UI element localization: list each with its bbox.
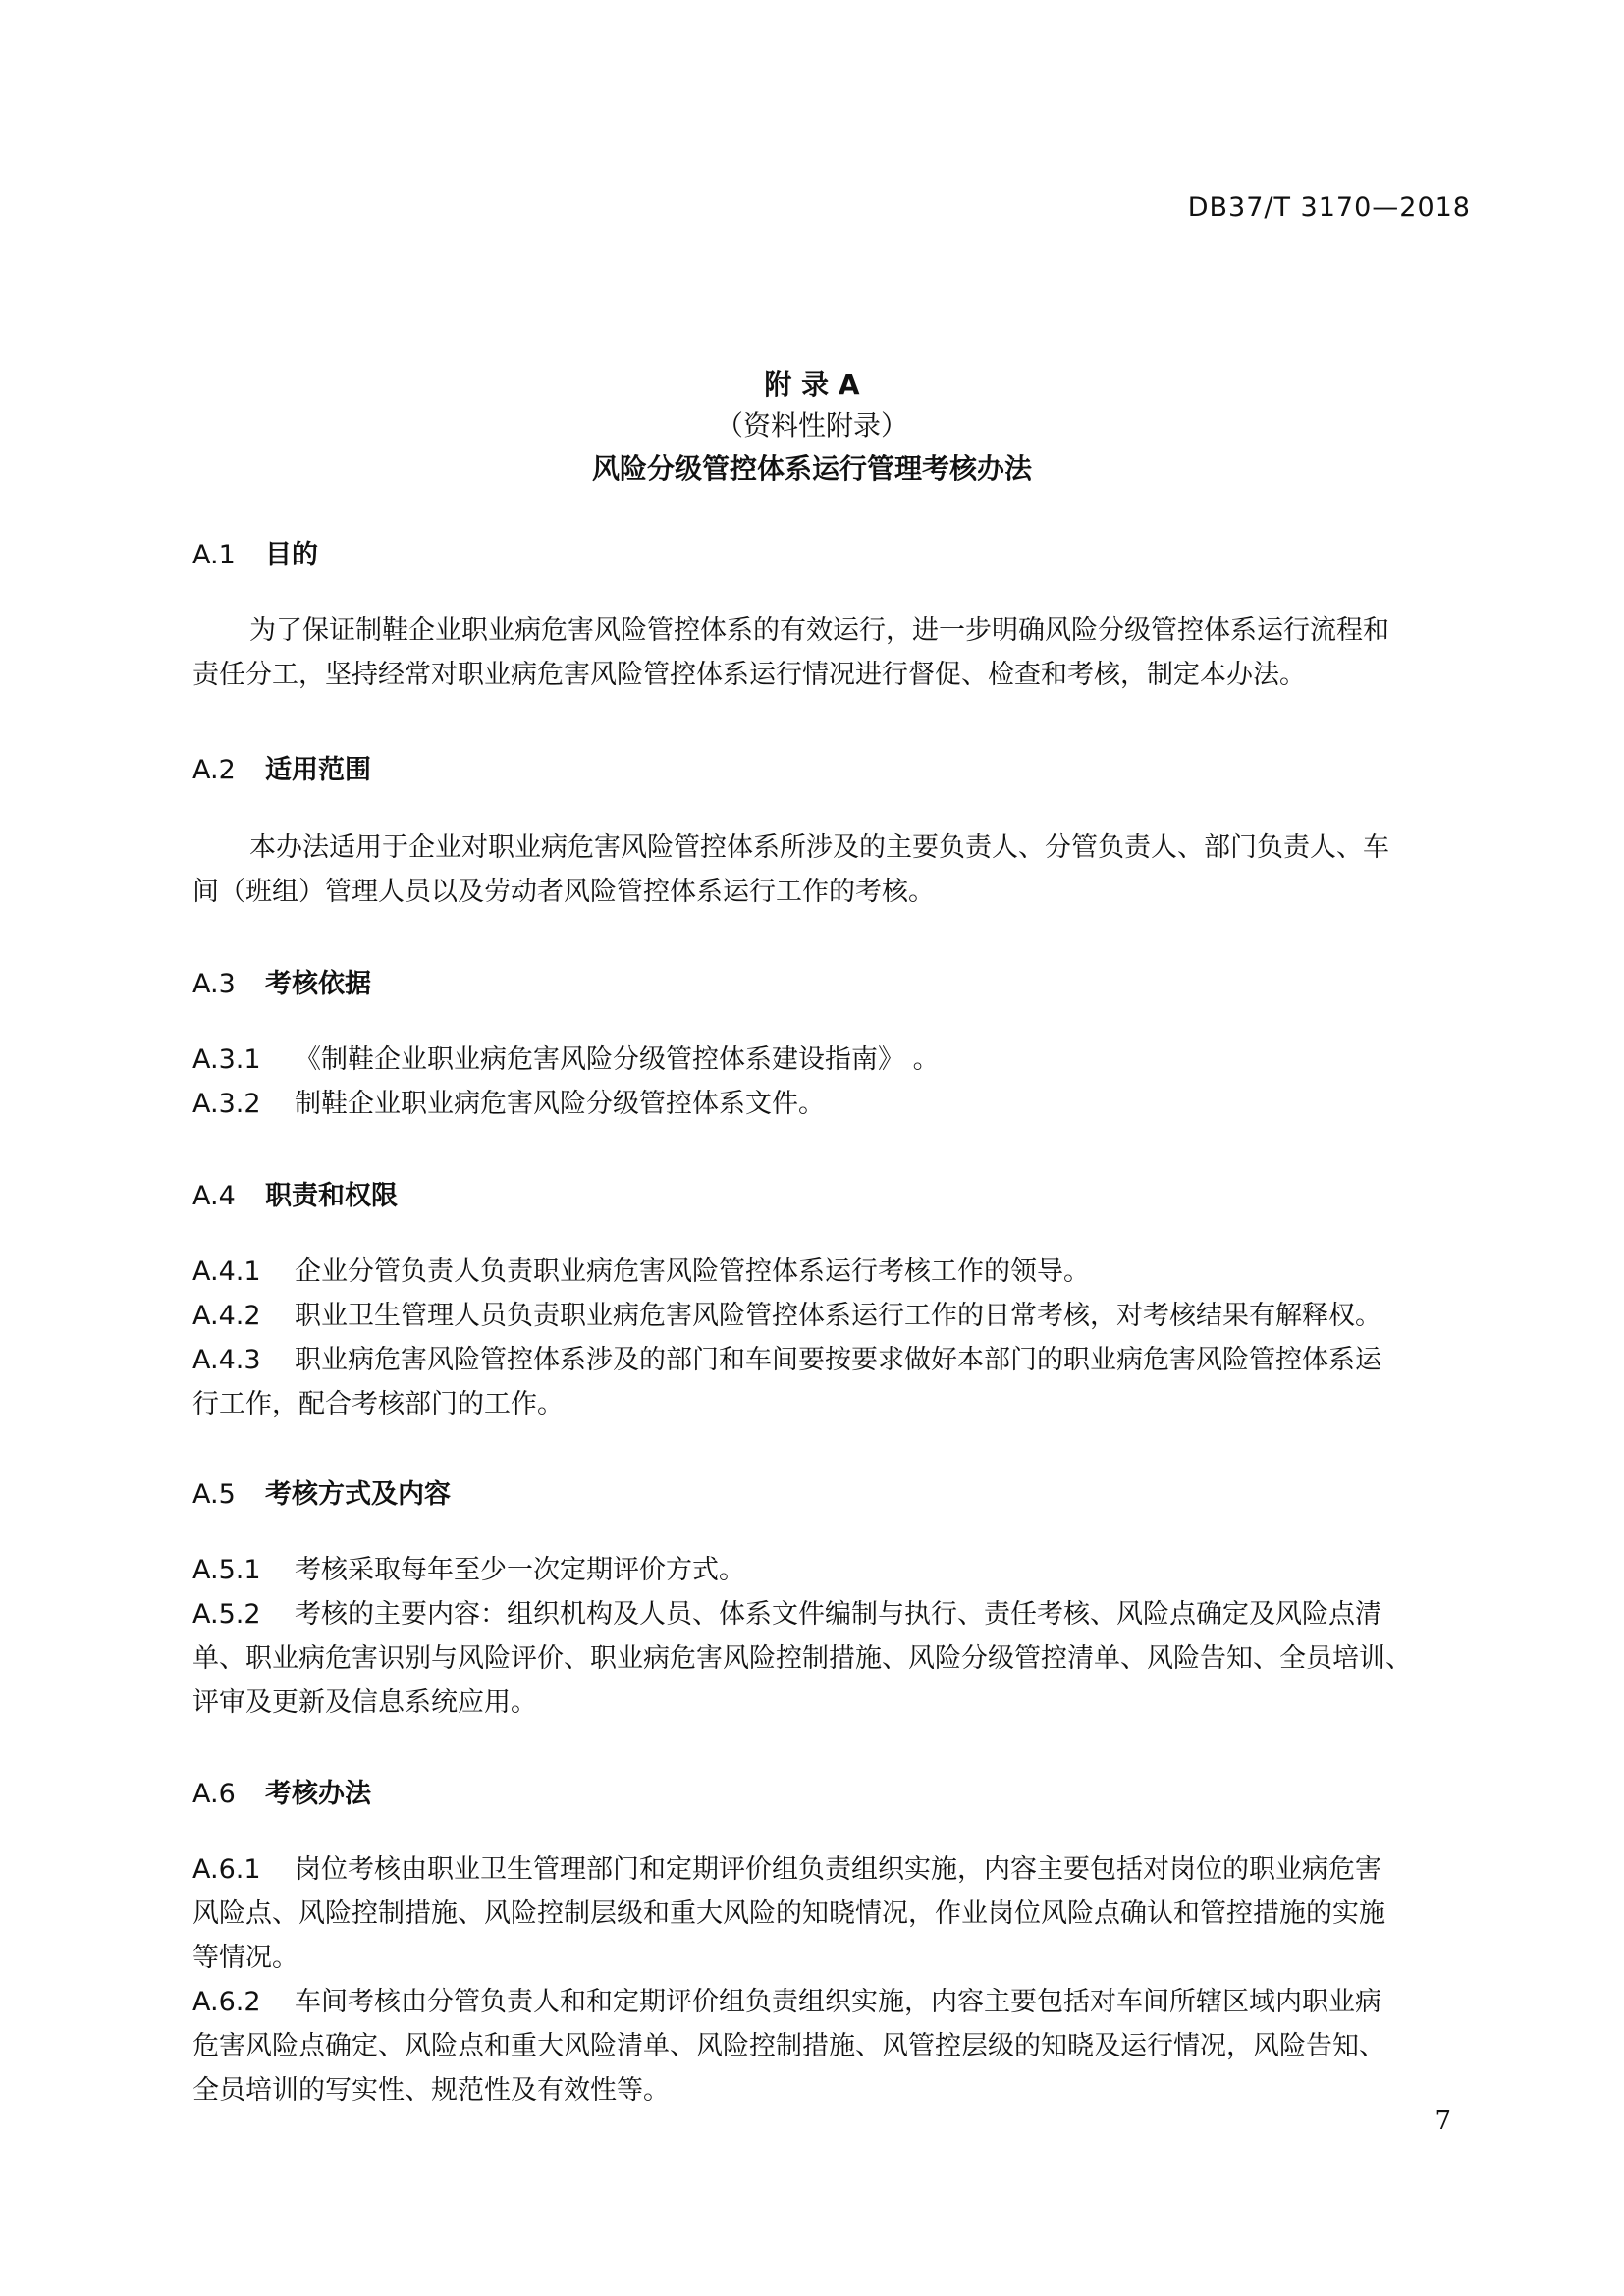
clause-continuation: 等情况。 — [192, 1943, 298, 1973]
clause-continuation: 危害风险点确定、风险点和重大风险清单、风险控制措施、风管控层级的知晓及运行情况，风险告知、 — [192, 2031, 1385, 2061]
annex-title: 附 录 A — [764, 368, 860, 400]
section-title: 考核方式及内容 — [265, 1479, 451, 1510]
clause-number: A.6.2 — [192, 1987, 261, 2017]
paragraph-line: 为了保证制鞋企业职业病危害风险管控体系的有效运行，进一步明确风险分级管控体系运行流程和 — [249, 615, 1389, 646]
clause-text: 《制鞋企业职业病危害风险分级管控体系建设指南》 。 — [295, 1044, 940, 1075]
annex-name: 风险分级管控体系运行管理考核办法 — [591, 453, 1032, 485]
document-code: DB37/T 3170—2018 — [1187, 192, 1471, 223]
clause-number: A.4.1 — [192, 1256, 261, 1287]
clause-line — [192, 1847, 1475, 1892]
clause-text: 考核采取每年至少一次定期评价方式。 — [295, 1555, 745, 1585]
section-a6-items — [192, 1847, 1475, 2112]
paragraph-line: 间（班组）管理人员以及劳动者风险管控体系运行工作的考核。 — [192, 877, 935, 907]
clause-line — [192, 1548, 1475, 1592]
clause-text: 制鞋企业职业病危害风险分级管控体系文件。 — [295, 1089, 825, 1119]
section-number: A.4 — [192, 1181, 236, 1211]
section-title: 适用范围 — [265, 755, 371, 785]
clause-continuation: 风险点、风险控制措施、风险控制层级和重大风险的知晓情况，作业岗位风险点确认和管控措施的实施 — [192, 1898, 1385, 1929]
clause-text: 职业病危害风险管控体系涉及的部门和车间要按要求做好本部门的职业病危害风险管控体系运 — [295, 1345, 1381, 1375]
page-number: 7 — [1435, 2107, 1451, 2136]
section-number: A.2 — [192, 755, 236, 785]
clause-line — [192, 1250, 1475, 1294]
clause-number: A.3.1 — [192, 1044, 261, 1075]
clause-line — [192, 1294, 1475, 1338]
section-a4-items — [192, 1250, 1475, 1426]
section-a4-heading — [192, 1174, 398, 1212]
clause-number: A.3.2 — [192, 1089, 261, 1119]
clause-line — [192, 1592, 1475, 1636]
section-a2-paragraph — [192, 826, 1475, 914]
clause-line — [192, 1338, 1475, 1382]
clause-continuation: 评审及更新及信息系统应用。 — [192, 1687, 537, 1718]
clause-line — [192, 1082, 1475, 1126]
section-number: A.3 — [192, 969, 236, 999]
clause-continuation: 全员培训的写实性、规范性及有效性等。 — [192, 2075, 670, 2106]
section-a1-paragraph — [192, 609, 1475, 697]
section-title: 考核依据 — [265, 969, 371, 999]
paragraph-line: 本办法适用于企业对职业病危害风险管控体系所涉及的主要负责人、分管负责人、部门负责人、车 — [249, 832, 1389, 863]
clause-text: 考核的主要内容：组织机构及人员、体系文件编制与执行、责任考核、风险点确定及风险点清 — [295, 1599, 1381, 1629]
section-a2-heading — [192, 748, 371, 786]
clause-text: 企业分管负责人负责职业病危害风险管控体系运行考核工作的领导。 — [295, 1256, 1090, 1287]
clause-number: A.4.2 — [192, 1301, 261, 1331]
paragraph-line: 责任分工，坚持经常对职业病危害风险管控体系运行情况进行督促、检查和考核，制定本办法。 — [192, 660, 1306, 690]
section-title: 职责和权限 — [265, 1181, 398, 1211]
clause-line — [192, 1980, 1475, 2024]
clause-number: A.4.3 — [192, 1345, 261, 1375]
section-a5-heading — [192, 1472, 451, 1511]
clause-number: A.5.1 — [192, 1555, 261, 1585]
section-number: A.1 — [192, 540, 236, 570]
section-a5-items — [192, 1548, 1475, 1725]
clause-continuation: 单、职业病危害识别与风险评价、职业病危害风险控制措施、风险分级管控清单、风险告知、全员培训、 — [192, 1643, 1412, 1674]
section-a3-heading — [192, 962, 371, 1000]
clause-continuation: 行工作，配合考核部门的工作。 — [192, 1389, 564, 1419]
section-number: A.5 — [192, 1479, 236, 1510]
section-a1-heading — [192, 533, 318, 571]
section-title: 目的 — [265, 540, 318, 570]
clause-text: 职业卫生管理人员负责职业病危害风险管控体系运行工作的日常考核，对考核结果有解释权。 — [295, 1301, 1381, 1331]
clause-number: A.6.1 — [192, 1854, 261, 1885]
clause-line — [192, 1038, 1475, 1082]
section-number: A.6 — [192, 1779, 236, 1809]
clause-text: 岗位考核由职业卫生管理部门和定期评价组负责组织实施，内容主要包括对岗位的职业病危害 — [295, 1854, 1381, 1885]
clause-number: A.5.2 — [192, 1599, 261, 1629]
section-a3-items — [192, 1038, 1475, 1126]
annex-subtitle: （资料性附录） — [715, 409, 908, 442]
section-title: 考核办法 — [265, 1779, 371, 1809]
section-a6-heading — [192, 1772, 371, 1810]
clause-text: 车间考核由分管负责人和和定期评价组负责组织实施，内容主要包括对车间所辖区域内职业病 — [295, 1987, 1381, 2017]
